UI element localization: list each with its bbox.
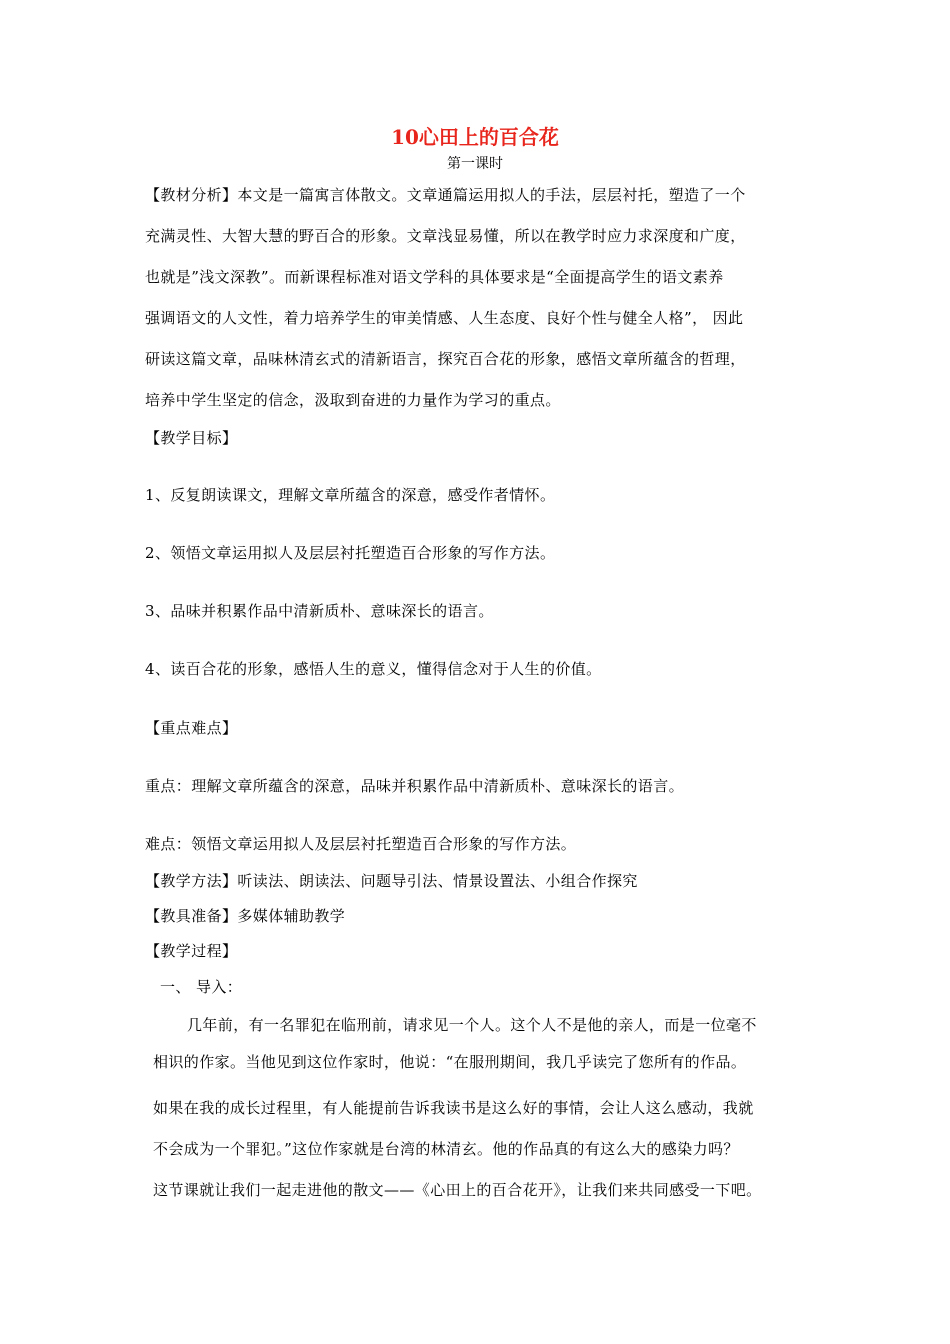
analysis-line: 研读这篇文章，品味林清玄式的清新语言，探究百合花的形象，感悟文章所蕴含的哲理， bbox=[145, 350, 746, 368]
analysis-line: 也就是”浅文深教”。而新课程标准对语文学科的具体要求是“全面提高学生的语文素养 bbox=[145, 268, 724, 286]
goal-item: 4、读百合花的形象，感悟人生的意义，懂得信念对于人生的价值。 bbox=[145, 660, 602, 678]
intro-paragraph-line: 相识的作家。当他见到这位作家时，他说：“在服刑期间，我几乎读完了您所有的作品。 bbox=[153, 1053, 747, 1071]
intro-paragraph-line: 如果在我的成长过程里，有人能提前告诉我读书是这么好的事情，会让人这么感动，我就 bbox=[153, 1099, 754, 1117]
difficult-point: 难点：领悟文章运用拟人及层层衬托塑造百合形象的写作方法。 bbox=[145, 835, 577, 853]
process-heading: 【教学过程】 bbox=[145, 942, 238, 960]
intro-paragraph-line: 几年前，有一名罪犯在临刑前，请求见一个人。这个人不是他的亲人，而是一位毫不 bbox=[187, 1016, 757, 1034]
goal-item: 1、反复朗读课文，理解文章所蕴含的深意，感受作者情怀。 bbox=[145, 486, 556, 504]
document-title: 10心田上的百合花 bbox=[391, 125, 559, 149]
document-subtitle: 第一课时 bbox=[447, 156, 503, 172]
keypoints-heading: 【重点难点】 bbox=[145, 719, 238, 737]
goal-item: 3、品味并积累作品中清新质朴、意味深长的语言。 bbox=[145, 602, 494, 620]
analysis-line: 【教材分析】本文是一篇寓言体散文。文章通篇运用拟人的手法，层层衬托，塑造了一个 bbox=[145, 186, 746, 204]
goal-item: 2、领悟文章运用拟人及层层衬托塑造百合形象的写作方法。 bbox=[145, 544, 556, 562]
goals-heading: 【教学目标】 bbox=[145, 429, 238, 447]
process-step-intro: 一、 导入： bbox=[160, 978, 243, 996]
teaching-tools: 【教具准备】多媒体辅助教学 bbox=[145, 907, 346, 925]
analysis-line: 培养中学生坚定的信念，汲取到奋进的力量作为学习的重点。 bbox=[145, 391, 561, 409]
analysis-line: 充满灵性、大智大慧的野百合的形象。文章浅显易懂，所以在教学时应力求深度和广度， bbox=[145, 227, 746, 245]
intro-paragraph-line: 这节课就让我们一起走进他的散文——《心田上的百合花开》，让我们来共同感受一下吧。 bbox=[153, 1181, 762, 1199]
teaching-methods: 【教学方法】听读法、朗读法、问题导引法、情景设置法、小组合作探究 bbox=[145, 872, 638, 890]
key-point: 重点：理解文章所蕴含的深意，品味并积累作品中清新质朴、意味深长的语言。 bbox=[145, 777, 685, 795]
analysis-line: 强调语文的人文性，着力培养学生的审美情感、人生态度、良好个性与健全人格”， 因此 bbox=[145, 309, 744, 327]
intro-paragraph-line: 不会成为一个罪犯。”这位作家就是台湾的林清玄。他的作品真的有这么大的感染力吗？ bbox=[153, 1140, 739, 1158]
